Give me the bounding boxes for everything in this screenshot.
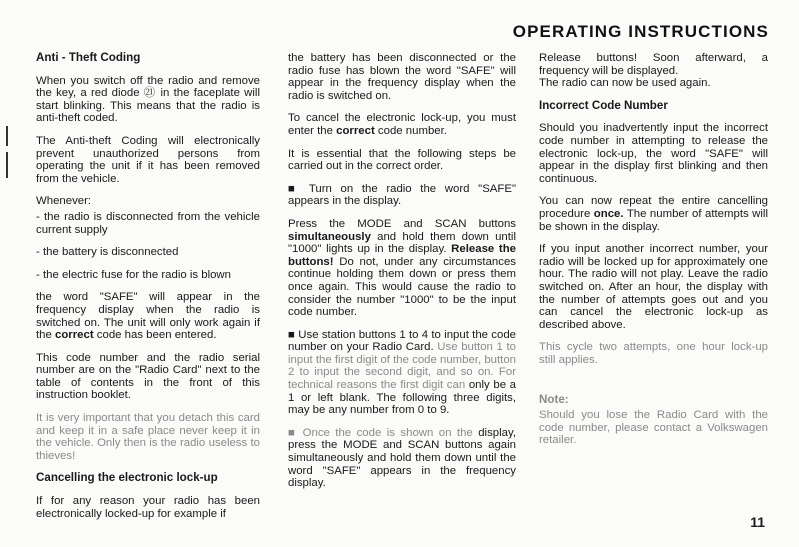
step: ■ Once the code is shown on the display, press the MODE and SCAN buttons again simultaneously and hold them down until the word "SAFE" appears in the frequency display. <box>288 426 516 490</box>
paragraph: the word "SAFE" will appear in the frequency display when the radio is switched on. The unit will only work again if the correct code has been entered. <box>36 291 260 342</box>
heading-anti-theft: Anti - Theft Coding <box>36 51 141 64</box>
paragraph: This cycle two attempts, one hour lock-up still applies. <box>539 341 768 366</box>
step: Press the MODE and SCAN buttons simultaneously and hold them down until "1000" lights up in the display. Release the buttons! Do not, under any circumstances continue holding them down or press them once again. This would cause the radio to consider the number "1000" to be the input code number. <box>288 217 516 319</box>
paragraph: Should you lose the Radio Card with the code number, please contact a Volkswagen retailer. <box>539 409 768 447</box>
paragraph: To cancel the electronic lock-up, you must enter the correct code number. <box>288 112 516 137</box>
heading-note: Note: <box>539 393 569 407</box>
page-number: 11 <box>750 514 765 530</box>
paragraph: Should you inadvertently input the incorrect code number in attempting to release the electronic lock-up, the word "SAFE" will appear in the display first blinking and then continuous. <box>539 122 768 185</box>
paragraph: If you input another incorrect number, your radio will be locked up for approximately one hour. The radio will not play. Leave the radio switched on. After an hour, the display with the number of attempts goes out and you can cancel the electronic lock-up as described above. <box>539 243 768 331</box>
list-item: - the radio is disconnected from the vehicle current supply <box>36 210 260 236</box>
step: ■ Turn on the radio the word "SAFE" appears in the display. <box>288 182 516 208</box>
paragraph: When you switch off the radio and remove the key, a red diode ㉑ in the faceplate will start blinking. This means that the radio is anti-theft coded. <box>36 74 260 125</box>
heading-cancelling: Cancelling the electronic lock-up <box>36 471 218 485</box>
paragraph: Release buttons! Soon afterward, a frequency will be displayed. The radio can now be used again. <box>539 52 768 90</box>
paragraph: Whenever: <box>36 195 92 208</box>
column-1 <box>36 52 260 530</box>
paragraph: It is essential that the following steps be carried out in the correct order. <box>288 147 516 173</box>
list-item: - the electric fuse for the radio is blown <box>36 268 231 281</box>
paragraph: This code number and the radio serial number are on the "Radio Card" next to the table of contents in the front of this instruction booklet. <box>36 351 260 402</box>
page-header: OPERATING INSTRUCTIONS <box>512 22 769 41</box>
column-2 <box>288 52 516 500</box>
paragraph: It is very important that you detach this card and keep it in a safe place never keep it in the vehicle. Only then is the radio useless to thieves! <box>36 412 260 462</box>
column-3 <box>539 52 768 457</box>
paragraph: the battery has been disconnected or the radio fuse has blown the word "SAFE" will appear in the frequency display when the radio is switched on. <box>288 52 516 102</box>
step: ■ Use station buttons 1 to 4 to input the code number on your Radio Card. Use button 1 to input the first digit of the code number, button 2 to input the second digit, and so on. For technical reasons the first digit can only be a 1 or left blank. The following three digits, may be any number from 0 to 9. <box>288 328 517 417</box>
margin-mark <box>6 126 8 146</box>
paragraph: If for any reason your radio has been electronically locked-up for example if <box>36 495 260 520</box>
list-item: - the battery is disconnected <box>36 246 179 259</box>
paragraph: The Anti-theft Coding will electronically prevent unauthorized persons from operating the unit if it has been removed from the vehicle. <box>36 134 260 185</box>
heading-incorrect-code: Incorrect Code Number <box>539 98 668 112</box>
paragraph: You can now repeat the entire cancelling procedure once. The number of attempts will be shown in the display. <box>539 195 768 233</box>
margin-mark <box>6 152 8 178</box>
